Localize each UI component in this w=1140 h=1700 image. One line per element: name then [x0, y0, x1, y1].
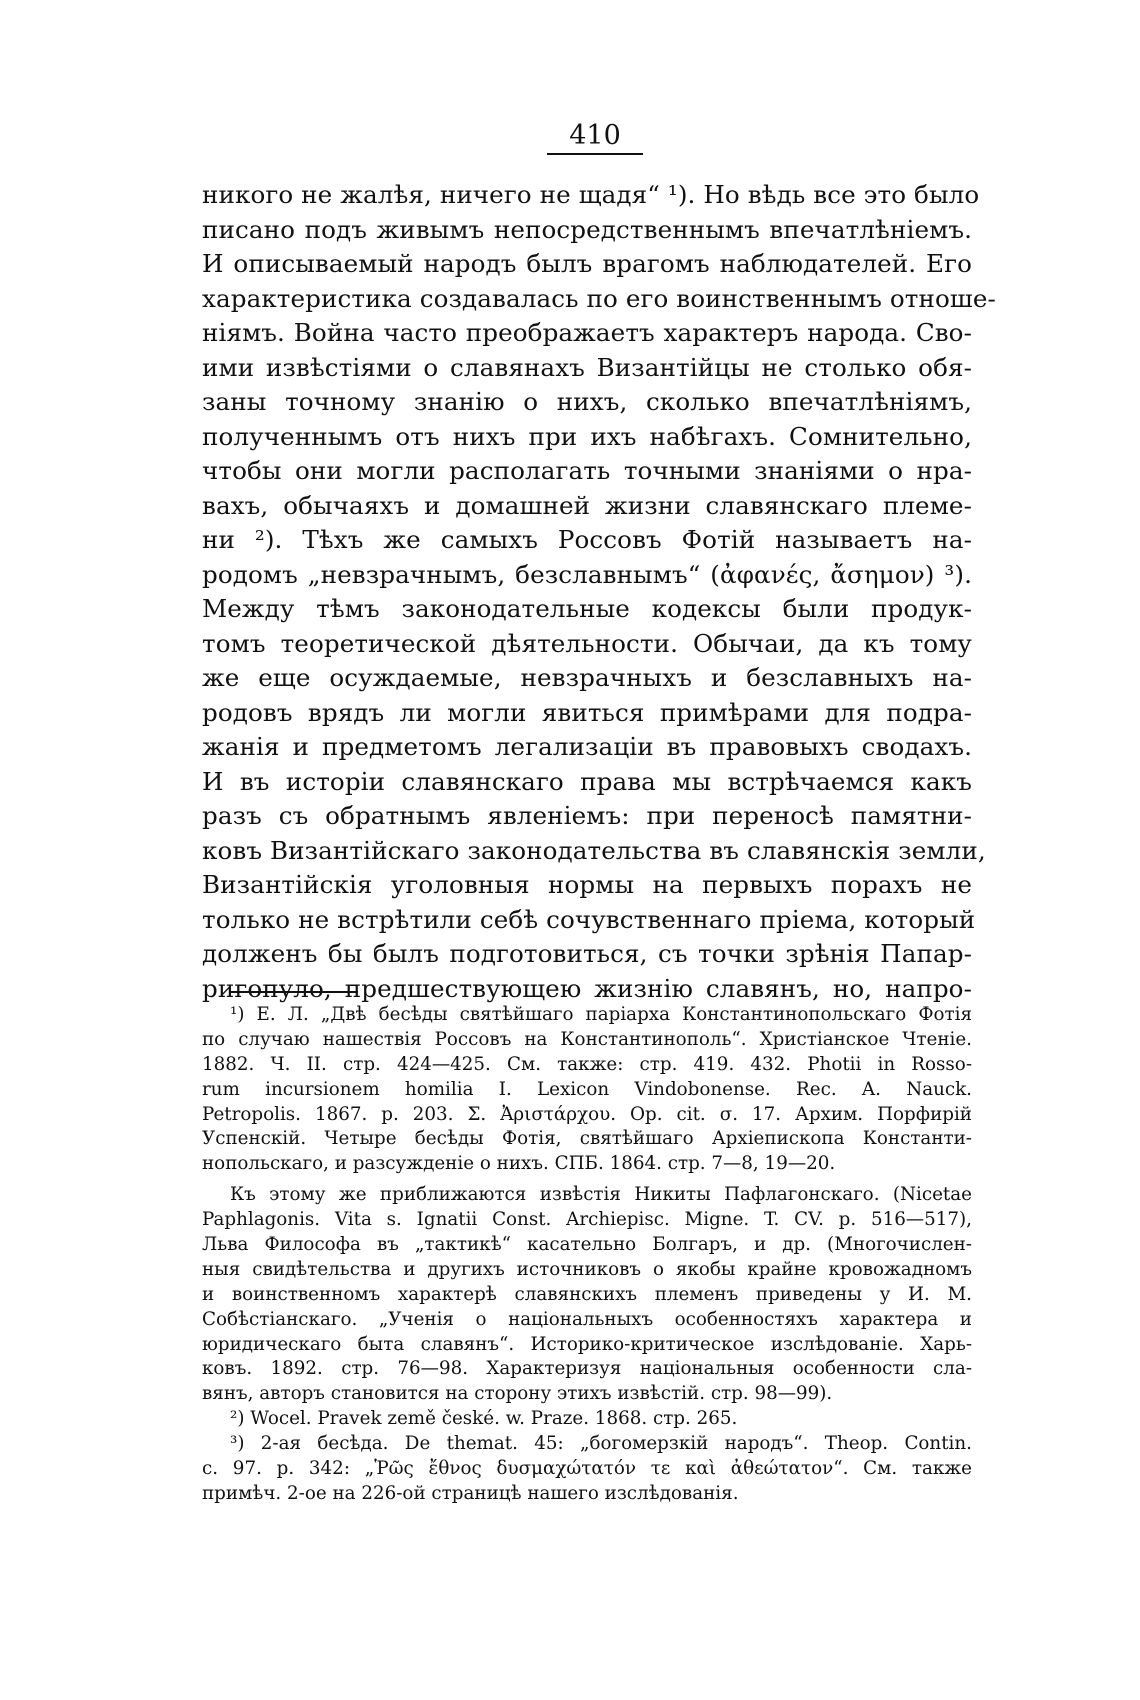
footnote-1-continuation [202, 1183, 972, 1407]
footnote-line: ¹) Е. Л. „Двѣ бесѣды святѣйшаго паріарха Константинопольскаго Фотія [230, 1004, 972, 1025]
text-line: ригопуло, предшествующею жизнію славянъ, но, напро- [202, 973, 972, 1003]
footnote-line: Собѣстіанскаго. „Ученія о національныхъ особенностяхъ характера и [202, 1308, 972, 1330]
text-line: же еще осуждаемые, невзрачныхъ и безславныхъ на- [202, 663, 972, 692]
text-line: чтобы они могли располагать точными знаніями о нра- [202, 456, 972, 485]
text-line: только не встрѣтили себѣ сочувственнаго пріема, который [202, 904, 976, 934]
text-line: ковъ Византійскаго законодательства въ славянскія земли, [202, 835, 986, 865]
text-line: родомъ „невзрачнымъ, безславнымъ“ (ἀφανές, ἄσημον) ³). [202, 559, 972, 589]
text-line: вахъ, обычаяхъ и домашней жизни славянскаго племе- [202, 490, 972, 520]
page-number-text: 410 [547, 120, 643, 155]
footnote-line: ³) 2-ая бесѣда. De themat. 45: „богомерзкій народъ“. Theop. Contin. [230, 1433, 972, 1455]
text-line: жанія и предметомъ легализаціи въ правовыхъ сводахъ. [202, 732, 972, 761]
footnote-line: ковъ. 1892. стр. 76—98. Характеризуя національныя особенности сла- [202, 1358, 972, 1380]
footnote-line: Льва Философа въ „тактикѣ“ касательно Болгаръ, и др. (Многочислен- [202, 1234, 972, 1256]
text-line: Византійскія уголовныя нормы на первыхъ порахъ не [202, 870, 972, 899]
text-line: полученнымъ отъ нихъ при ихъ набѣгахъ. Сомнительно, [202, 421, 972, 451]
text-line: родовъ врядъ ли могли явиться примѣрами для подра- [202, 697, 972, 727]
footnote-line: по случаю нашествія Россовъ на Константинополь“. Христіанское Чтеніе. [202, 1028, 972, 1050]
text-line: ими извѣстіями о славянахъ Византійцы не столько обя- [202, 352, 972, 382]
footnote-line: ²) Wocel. Pravek země české. w. Praze. 1868. стр. 265. [230, 1408, 738, 1430]
footnote-line: юридическаго быта славянъ“. Историко-критическое изслѣдованіе. Харь- [202, 1333, 972, 1355]
text-line: писано подъ живымъ непосредственнымъ впечатлѣніемъ. [202, 214, 972, 244]
footnote-line: вянъ, авторъ становится на сторону этихъ извѣстій. стр. 98—99). [202, 1383, 833, 1405]
text-line: И описываемый народъ былъ врагомъ наблюдателей. Его [202, 249, 972, 278]
footnote-line: 1882. Ч. II. стр. 424—425. См. также: стр. 419. 432. Photii in Rosso- [202, 1053, 972, 1075]
footnote-line: и воинственномъ характерѣ славянскихъ племенъ приведены у И. М. [202, 1283, 972, 1305]
footnote-line: Успенскій. Четыре бесѣды Фотія, святѣйшаго Архіепископа Константи- [202, 1128, 972, 1150]
footnote-line: c. 97. p. 342: „Ῥῶς ἔθνος δυσμαχώτατόν τε καὶ ἀθεώτατον“. См. также [202, 1458, 972, 1480]
text-line: ніямъ. Война часто преображаетъ характеръ народа. Сво- [202, 318, 972, 347]
footnote-line: ныя свидѣтельства и другихъ источниковъ о якобы крайне кровожадномъ [202, 1258, 972, 1280]
text-line: долженъ бы былъ подготовиться, съ точки зрѣнія Папар- [202, 939, 972, 968]
footnote-3 [202, 1432, 972, 1507]
footnote-line: примѣч. 2-ое на 226-ой страницѣ нашего изслѣдованія. [202, 1482, 739, 1504]
text-line: Между тѣмъ законодательные кодексы были продук- [202, 594, 972, 623]
text-line: заны точному знанію о нихъ, сколько впечатлѣніямъ, [202, 387, 972, 416]
footnote-line: Къ этому же приближаются извѣстія Никиты Пафлагонскаго. (Nicetae [230, 1184, 972, 1206]
text-line: разъ съ обратнымъ явленіемъ: при переносѣ памятни- [202, 801, 972, 830]
footnote-line: Paphlagonis. Vita s. Ignatii Const. Archiepisc. Migne. T. CV. p. 516—517), [202, 1209, 972, 1231]
footnote-divider [230, 991, 358, 993]
text-line: ни ²). Тѣхъ же самыхъ Россовъ Фотій называетъ на- [202, 525, 972, 554]
footnote-line: Petropolis. 1867. p. 203. Σ. Ἀριστάρχου. Op. cit. σ. 17. Архим. Порфирій [202, 1103, 972, 1125]
footnote-line: rum incursionem homilia I. Lexicon Vindobonense. Rec. A. Nauck. [202, 1078, 972, 1100]
text-line: характеристика создавалась по его воинственнымъ отноше- [202, 283, 996, 313]
footnotes [202, 1003, 972, 1507]
text-line: томъ теоретической дѣятельности. Обычаи, да къ тому [202, 628, 972, 658]
footnote-line: нопольскаго, и разсужденіе о нихъ. СПБ. 1864. стр. 7—8, 19—20. [202, 1153, 836, 1175]
main-text [202, 178, 996, 1006]
page-number [0, 120, 1140, 155]
text-line: никого не жалѣя, ничего не щадя“ ¹). Но вѣдь все это было [202, 180, 980, 209]
text-line: И въ исторіи славянскаго права мы встрѣчаемся какъ [202, 766, 972, 796]
footnote-2 [202, 1407, 972, 1432]
footnote-1 [202, 1003, 972, 1177]
